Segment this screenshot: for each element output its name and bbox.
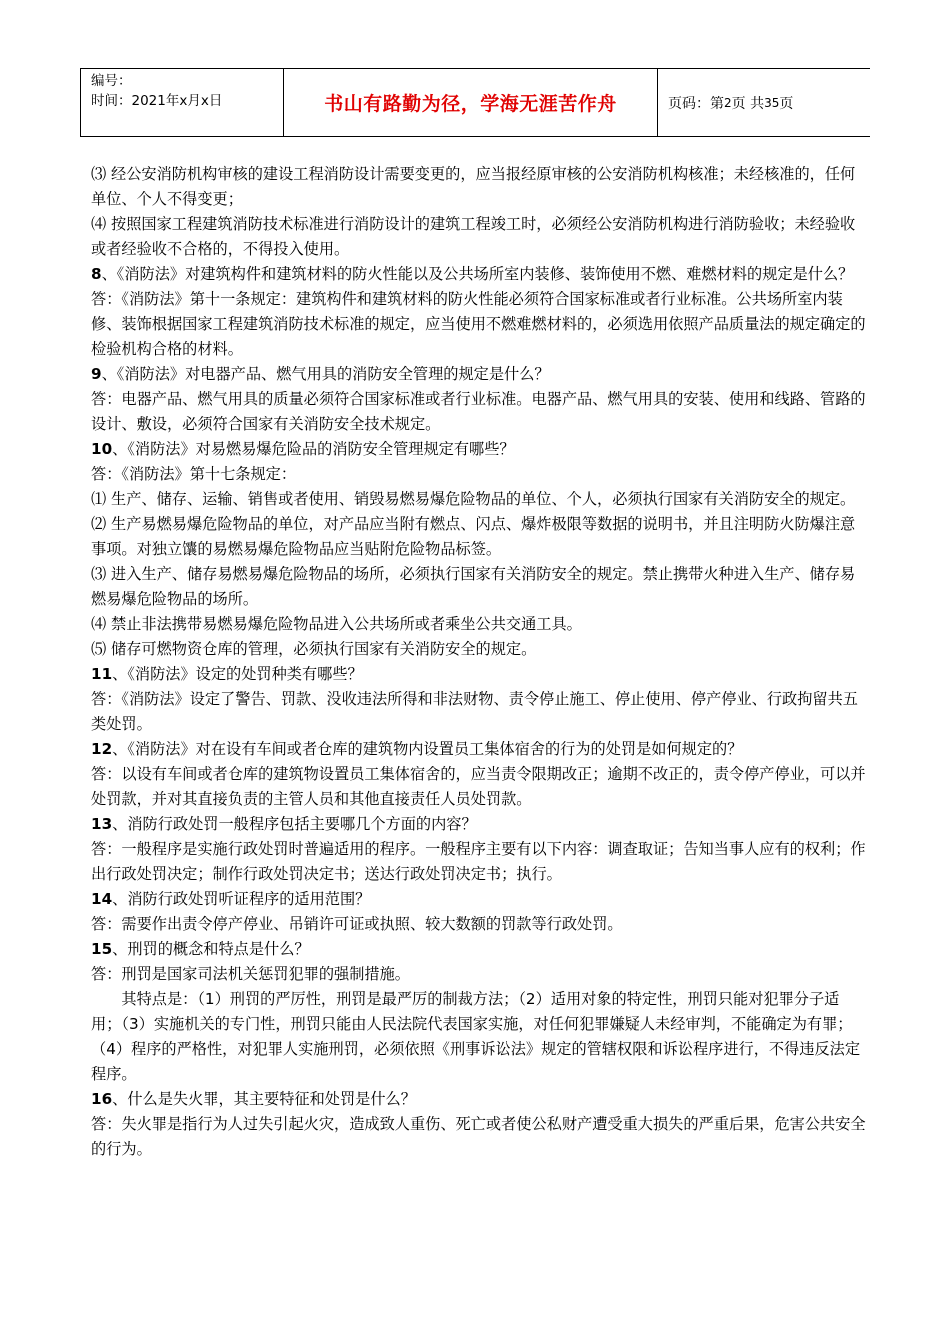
header-motto: 书山有路勤为径，学海无涯苦作舟 (284, 69, 658, 136)
page-header (80, 68, 870, 137)
question: 16、什么是失火罪，其主要特征和处罚是什么？ (91, 1090, 416, 1108)
answer: 答：刑罚是国家司法机关惩罚犯罪的强制措施。 (91, 965, 410, 983)
document-body (91, 162, 866, 1162)
question: 13、消防行政处罚一般程序包括主要哪几个方面的内容？ (91, 815, 477, 833)
paragraph: ⑸ 储存可燃物资仓库的管理，必须执行国家有关消防安全的规定。 (91, 640, 537, 658)
paragraph: 其特点是：（1）刑罚的严厉性，刑罚是最严厉的制裁方法；（2）适用对象的特定性，刑罚只能对犯罪分子适用；（3）实施机关的专门性，刑罚只能由人民法院代表国家实施，对任何犯罪嫌疑人未经审判，不能确定为有罪；（4）程序的严格性，对犯罪人实施刑罚，必须依照《刑事诉讼法》规定的管辖权限和诉讼程序进行，不得违反法定程序。 (91, 990, 861, 1083)
question: 9、《消防法》对电器产品、燃气用具的消防安全管理的规定是什么？ (91, 365, 550, 383)
answer: 答：失火罪是指行为人过失引起火灾，造成致人重伤、死亡或者使公私财产遭受重大损失的严重后果，危害公共安全的行为。 (91, 1115, 866, 1158)
paragraph: ⑵ 生产易燃易爆危险物品的单位，对产品应当附有燃点、闪点、爆炸极限等数据的说明书，并且注明防火防爆注意事项。对独立馕的易燃易爆危险物品应当贴附危险物品标签。 (91, 515, 856, 558)
question: 14、消防行政处罚听证程序的适用范围？ (91, 890, 371, 908)
paragraph: ⑴ 生产、储存、运输、销售或者使用、销毁易燃易爆危险物品的单位、个人，必须执行国家有关消防安全的规定。 (91, 490, 856, 508)
answer: 答：《消防法》设定了警告、罚款、没收违法所得和非法财物、责令停止施工、停止使用、停产停业、行政拘留共五类处罚。 (91, 690, 858, 733)
answer: 答：以设有车间或者仓库的建筑物设置员工集体宿舍的，应当责令限期改正；逾期不改正的，责令停产停业，可以并处罚款，并对其直接负责的主管人员和其他直接责任人员处罚款。 (91, 765, 866, 808)
question: 15、刑罚的概念和特点是什么？ (91, 940, 310, 958)
header-meta (80, 69, 284, 136)
question: 11、《消防法》设定的处罚种类有哪些？ (91, 665, 363, 683)
answer: 答：《消防法》第十七条规定： (91, 465, 297, 483)
paragraph: ⑷ 禁止非法携带易燃易爆危险物品进入公共场所或者乘坐公共交通工具。 (91, 615, 582, 633)
answer: 答：电器产品、燃气用具的质量必须符合国家标准或者行业标准。电器产品、燃气用具的安装、使用和线路、管路的设计、敷设，必须符合国家有关消防安全技术规定。 (91, 390, 866, 433)
question: 12、《消防法》对在设有车间或者仓库的建筑物内设置员工集体宿舍的行为的处罚是如何规定的？ (91, 740, 743, 758)
paragraph: ⑶ 进入生产、储存易燃易爆危险物品的场所，必须执行国家有关消防安全的规定。禁止携带火种进入生产、储存易燃易爆危险物品的场所。 (91, 565, 856, 608)
paragraph: ⑶ 经公安消防机构审核的建设工程消防设计需要变更的，应当报经原审核的公安消防机构核准；未经核准的，任何单位、个人不得变更； (91, 165, 856, 208)
question: 10、《消防法》对易燃易爆危险品的消防安全管理规定有哪些？ (91, 440, 515, 458)
answer: 答：需要作出责令停产停业、吊销许可证或执照、较大数额的罚款等行政处罚。 (91, 915, 623, 933)
paragraph: ⑷ 按照国家工程建筑消防技术标准进行消防设计的建筑工程竣工时，必须经公安消防机构进行消防验收；未经验收或者经验收不合格的，不得投入使用。 (91, 215, 856, 258)
answer: 答：一般程序是实施行政处罚时普遍适用的程序。一般程序主要有以下内容：调查取证；告知当事人应有的权利；作出行政处罚决定；制作行政处罚决定书；送达行政处罚决定书；执行。 (91, 840, 866, 883)
answer: 答：《消防法》第十一条规定：建筑构件和建筑材料的防火性能必须符合国家标准或者行业标准。公共场所室内装修、装饰根据国家工程建筑消防技术标准的规定，应当使用不燃难燃材料的，必须选用依照产品质量法的规定确定的检验机构合格的材料。 (91, 290, 866, 358)
page-number: 页码：第 2 页 共 35 页 (668, 95, 794, 112)
time-label: 时间：2021年x月x日 (91, 93, 223, 109)
serial-label: 编号： (91, 73, 132, 89)
question: 8、《消防法》对建筑构件和建筑材料的防火性能以及公共场所室内装修、装饰使用不燃、难燃材料的规定是什么？ (91, 265, 854, 283)
